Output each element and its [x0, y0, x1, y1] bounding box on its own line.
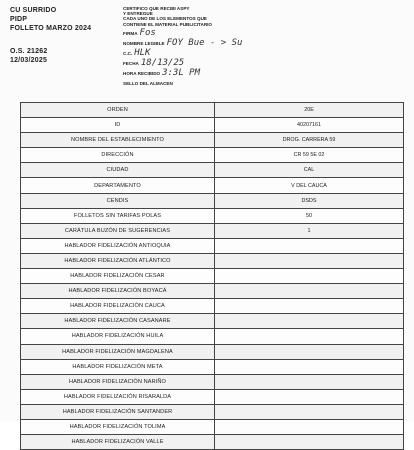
row-value — [215, 435, 404, 450]
row-label: FOLLETOS SIN TARIFAS POLAS — [21, 208, 215, 223]
time-field — [123, 67, 313, 78]
table-row — [21, 238, 404, 253]
cert-line: CERTIFICO QUE RECIBI ASPY — [123, 6, 190, 11]
field-label: C.C. — [123, 50, 133, 56]
legible-name-value: FOY Bue - > Su — [166, 37, 243, 48]
table-row — [21, 269, 404, 284]
table-row — [21, 208, 404, 223]
row-label: HABLADOR FIDELIZACIÓN VALLE — [21, 435, 215, 450]
field-label: HORA RECIBIDO — [123, 70, 161, 76]
legible-name-field — [123, 37, 313, 48]
row-label: HABLADOR FIDELIZACIÓN RISARALDA — [21, 389, 215, 404]
receipt-certification — [123, 6, 313, 86]
table-row — [21, 359, 404, 374]
row-label: HABLADOR FIDELIZACIÓN CESAR — [21, 269, 215, 284]
row-value — [215, 284, 404, 299]
field-label: FIRMA — [123, 30, 138, 36]
row-value: CAL — [215, 163, 404, 178]
table-row — [21, 435, 404, 450]
row-value — [215, 299, 404, 314]
row-value: 1 — [215, 223, 404, 238]
cert-line: CONTIENE EL MATERIAL PUBLICITARIO — [123, 21, 212, 27]
table-row — [21, 178, 404, 193]
folleto-title: FOLLETO MARZO 2024 — [10, 25, 92, 32]
row-value — [215, 359, 404, 374]
signature-field — [123, 27, 313, 38]
row-label: HABLADOR FIDELIZACIÓN CASANARE — [21, 314, 215, 329]
row-label: HABLADOR FIDELIZACIÓN CAUCA — [21, 299, 215, 314]
cert-line: CADA UNO DE LOS ELEMENTOS QUE — [123, 16, 207, 22]
row-value — [215, 253, 404, 268]
table-row — [21, 344, 404, 359]
field-label: SELLO DEL ALMACEN — [123, 80, 173, 86]
row-label: DIRECCIÓN — [21, 148, 215, 163]
row-value: DROG. CARRERA 59 — [215, 133, 404, 148]
delivery-table — [20, 102, 404, 450]
row-value — [215, 389, 404, 404]
table-row — [21, 253, 404, 268]
row-label: HABLADOR FIDELIZACIÓN SANTANDER — [21, 404, 215, 419]
row-value: V DEL CAUCA — [215, 178, 404, 193]
row-label: HABLADOR FIDELIZACIÓN HUILA — [21, 329, 215, 344]
cert-line: Y ENTREGUE — [123, 11, 153, 17]
row-label: ORDEN — [21, 103, 215, 118]
table-row — [21, 404, 404, 419]
company-subtitle: PIDP — [10, 16, 28, 23]
stamp-field — [123, 81, 313, 86]
id-value: HLK — [134, 47, 151, 58]
row-label: HABLADOR FIDELIZACIÓN BOYACÁ — [21, 284, 215, 299]
table-row — [21, 118, 404, 133]
row-label: HABLADOR FIDELIZACIÓN TOLIMA — [21, 419, 215, 434]
table-row — [21, 148, 404, 163]
row-value — [215, 269, 404, 284]
row-value — [215, 238, 404, 253]
row-label: HABLADOR FIDELIZACIÓN NARIÑO — [21, 374, 215, 389]
row-label: DEPARTAMENTO — [21, 178, 215, 193]
row-label: HABLADOR FIDELIZACIÓN ANTIOQUIA — [21, 238, 215, 253]
row-value: 20E — [215, 103, 404, 118]
order-number: O.S. 21262 — [10, 48, 48, 55]
order-date: 12/03/2025 — [10, 57, 48, 64]
date-field — [123, 57, 313, 68]
table-row — [21, 389, 404, 404]
row-label: CIUDAD — [21, 163, 215, 178]
field-label: FECHA — [123, 60, 139, 66]
signature-value: Fos — [139, 27, 156, 38]
row-value — [215, 314, 404, 329]
row-label: HABLADOR FIDELIZACIÓN META — [21, 359, 215, 374]
row-label: ID — [21, 118, 215, 133]
field-label: NOMBRE LEGIBLE — [123, 40, 165, 46]
row-label: CENDIS — [21, 193, 215, 208]
row-value: DSDS — [215, 193, 404, 208]
company-name: CU SURRIDO — [10, 7, 57, 14]
row-label: CARÁTULA BUZÓN DE SUGERENCIAS — [21, 223, 215, 238]
row-value: 50 — [215, 208, 404, 223]
table-row — [21, 223, 404, 238]
row-value: 40207161 — [215, 118, 404, 133]
row-value — [215, 404, 404, 419]
row-value — [215, 374, 404, 389]
row-label: HABLADOR FIDELIZACIÓN ATLÁNTICO — [21, 253, 215, 268]
table-row — [21, 299, 404, 314]
row-value: CR 59 5E 02 — [215, 148, 404, 163]
table-row — [21, 329, 404, 344]
table-row — [21, 103, 404, 118]
row-label: NOMBRE DEL ESTABLECIMIENTO — [21, 133, 215, 148]
table-row — [21, 419, 404, 434]
table-row — [21, 193, 404, 208]
company-header — [10, 6, 110, 65]
row-value — [215, 419, 404, 434]
time-value: 3:3L PM — [162, 67, 201, 78]
table-row — [21, 163, 404, 178]
row-value — [215, 329, 404, 344]
table-row — [21, 284, 404, 299]
row-label: HABLADOR FIDELIZACIÓN MAGDALENA — [21, 344, 215, 359]
date-value: 18/13/25 — [140, 57, 185, 68]
row-value — [215, 344, 404, 359]
table-row — [21, 374, 404, 389]
table-row — [21, 133, 404, 148]
table-row — [21, 314, 404, 329]
id-field — [123, 47, 313, 58]
